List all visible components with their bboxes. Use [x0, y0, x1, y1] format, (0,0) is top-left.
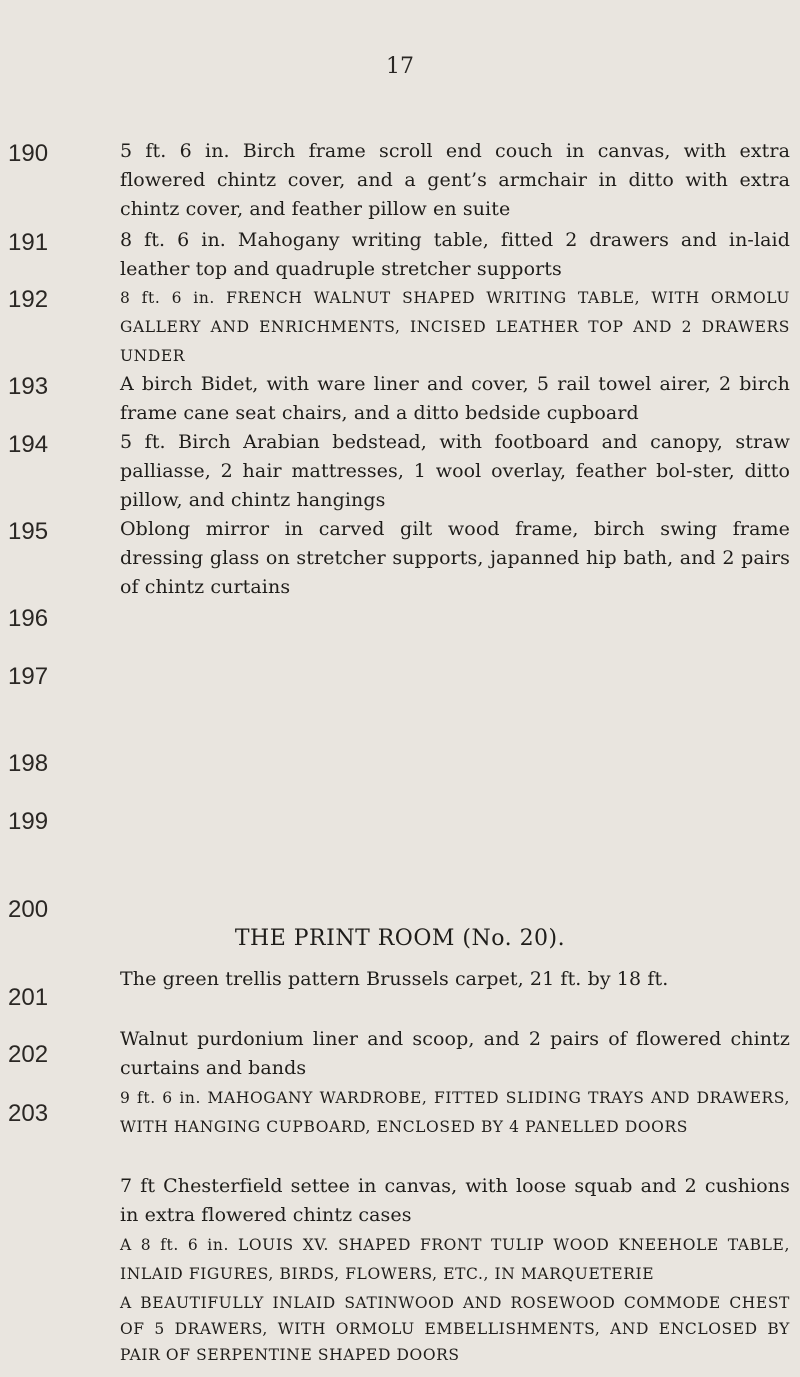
- lot-description: 7 ft Chesterfield settee in canvas, with loose squab and 2 cushions in extra flowered chintz cases: [120, 1175, 790, 1226]
- lot-number: 192: [8, 286, 49, 313]
- lot-number: 199: [8, 808, 49, 835]
- lot-description: 8 ft. 6 in. FRENCH WALNUT SHAPED WRITING TABLE, WITH ORMOLU GALLERY AND ENRICHMENTS, INCISED LEATHER TOP AND 2 DRAWERS UNDER: [120, 289, 790, 365]
- lot-description: Oblong mirror in carved gilt wood frame, birch swing frame dressing glass on stretcher supports, japanned hip bath, and 2 pairs of chintz curtains: [120, 518, 790, 598]
- lot-number: 196: [8, 605, 49, 632]
- lot-description: Walnut purdonium liner and scoop, and 2 pairs of flowered chintz curtains and bands: [120, 1028, 790, 1079]
- page-number: 17: [386, 54, 414, 79]
- lot-description: 9 ft. 6 in. MAHOGANY WARDROBE, FITTED SLIDING TRAYS AND DRAWERS, WITH HANGING CUPBOARD, ENCLOSED BY 4 PANELLED DOORS: [120, 1089, 790, 1136]
- lot-number: 202: [8, 1041, 49, 1068]
- lot-description: A BEAUTIFULLY INLAID SATINWOOD AND ROSEWOOD COMMODE CHEST OF 5 DRAWERS, WITH ORMOLU EMBELLISHMENTS, AND ENCLOSED BY PAIR OF SERPENTINE SHAPED DOORS: [120, 1294, 790, 1364]
- lot-number: 191: [8, 229, 49, 256]
- lot-description: A birch Bidet, with ware liner and cover, 5 rail towel airer, 2 birch frame cane seat chairs, and a ditto bedside cupboard: [120, 373, 790, 424]
- lot-description: The green trellis pattern Brussels carpet, 21 ft. by 18 ft.: [120, 968, 669, 990]
- lot-number: 198: [8, 750, 49, 777]
- lot-number: 195: [8, 518, 49, 545]
- lot-description: 8 ft. 6 in. Mahogany writing table, fitted 2 drawers and in-laid leather top and quadruple stretcher supports: [120, 229, 790, 280]
- lot-description: 5 ft. Birch Arabian bedstead, with footboard and canopy, straw palliasse, 2 hair mattresses, 1 wool overlay, feather bol-ster, ditto pillow, and chintz hangings: [120, 431, 790, 511]
- lot-number: 197: [8, 663, 49, 690]
- section-heading: THE PRINT ROOM (No. 20).: [234, 926, 566, 951]
- lot-description: 5 ft. 6 in. Birch frame scroll end couch in canvas, with extra flowered chintz cover, and a gent’s armchair in ditto with extra chintz cover, and feather pillow en suite: [120, 140, 790, 220]
- lot-description: A 8 ft. 6 in. LOUIS XV. SHAPED FRONT TULIP WOOD KNEEHOLE TABLE, INLAID FIGURES, BIRDS, FLOWERS, ETC., IN MARQUETERIE: [120, 1236, 790, 1283]
- lot-number: 194: [8, 431, 49, 458]
- lot-number: 201: [8, 984, 49, 1011]
- lot-number: 200: [8, 896, 49, 923]
- lot-number: 193: [8, 373, 49, 400]
- lot-number: 203: [8, 1100, 49, 1127]
- lot-number: 190: [8, 140, 49, 167]
